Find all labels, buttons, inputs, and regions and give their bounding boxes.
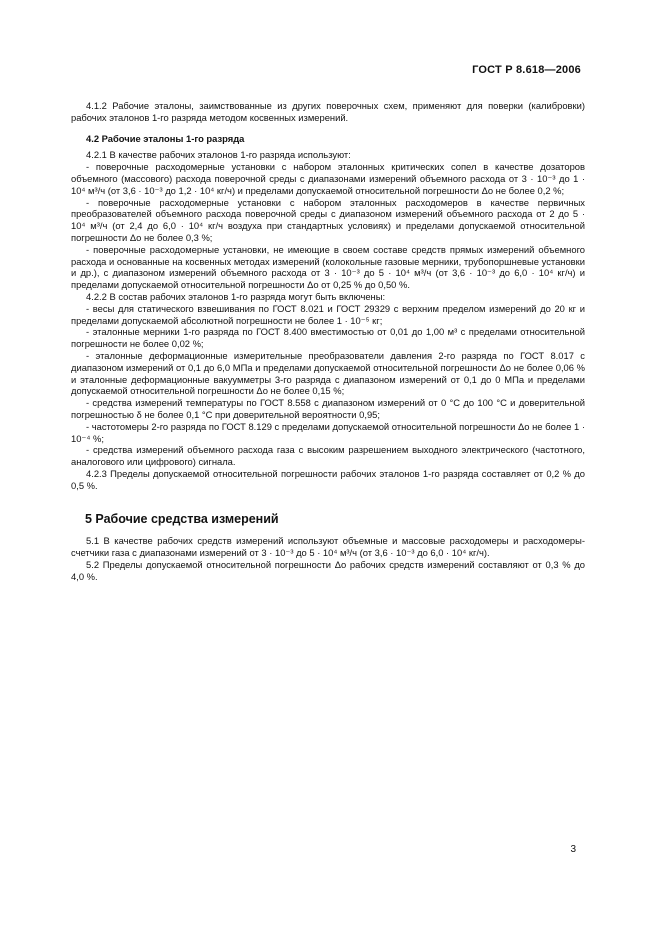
clause-4-2-2-intro: 4.2.2 В состав рабочих эталонов 1-го разряда могут быть включены: [86, 290, 386, 302]
list-item: - средства измерений объемного расхода газа с высоким разрешением выходного электрического (частотного, аналогового или цифрового) сигнала. [71, 444, 585, 468]
list-item: - весы для статического взвешивания по ГОСТ 8.021 и ГОСТ 29329 с верхним пределом измерений до 20 кг и пределами допускаемой абсолютной погрешности не более 1 · 10⁻⁵ кг; [71, 302, 585, 326]
list-item: - частотомеры 2-го разряда по ГОСТ 8.129 с пределами допускаемой относительной погрешности Δо не более 1 · 10⁻⁴ %; [71, 420, 585, 444]
section-heading-5: 5 Рабочие средства измерений [85, 511, 279, 526]
document-number: ГОСТ Р 8.618—2006 [472, 64, 581, 76]
clause-5-2: 5.2 Пределы допускаемой относительной погрешности Δо рабочих средств измерений составляют от 0,3 % до 4,0 %. [71, 558, 585, 582]
list-item: - поверочные расходомерные установки, не имеющие в своем составе средств прямых измерений объемного расхода и основанные на косвенных методах измерений (колокольные газовые мерники, трубопоршневые установки и др.), с диапазоном измерений объемного расхода от 3 · 10⁻³ до 5 · 10⁴ м³/ч (от 3,6 · 10⁻³ до 6,0 · 10⁴ кг/ч) и пределами допускаемой относительной погрешности Δо от 0,25 % до 0,50 %. [71, 243, 585, 291]
page-content [71, 100, 585, 582]
list-item: - эталонные деформационные измерительные преобразователи давления 2-го разряда по ГОСТ 8.017 с диапазоном измерений от 0,1 до 6,0 МПа и пределами допускаемой относительной погрешности Δо не более 0,06 % и эталонные деформационные вакуумметры 3-го разряда с диапазоном измерений от 0,1 до 0 МПа и пределами допускаемой относительной погрешности Δо не более 0,15 %; [71, 349, 585, 397]
list-item: - поверочные расходомерные установки с набором эталонных критических сопел в качестве дозаторов объемного (массового) расхода поверочной среды с диапазонами измерений объемного расхода от 3 · 10⁻³ до 1 · 10⁴ м³/ч (от 3,6 · 10⁻³ до 1,2 · 10⁴ кг/ч) и пределами допускаемой относительной погрешности Δо не более 0,2 %; [71, 161, 585, 196]
list-item: - эталонные мерники 1-го разряда по ГОСТ 8.400 вместимостью от 0,01 до 1,00 м³ с пределами относительной погрешности не более 0,02 %; [71, 326, 585, 350]
subsection-heading-4-2: 4.2 Рабочие эталоны 1-го разряда [86, 132, 245, 144]
clause-4-2-3: 4.2.3 Пределы допускаемой относительной погрешности рабочих эталонов 1-го разряда составляет от 0,2 % до 0,5 %. [71, 467, 585, 491]
list-item: - средства измерений температуры по ГОСТ 8.558 с диапазоном измерений от 0 °С до 100 °С и доверительной погрешностью δ не более 0,1 °С при доверительной вероятности 0,95; [71, 397, 585, 420]
clause-4-1-2: 4.1.2 Рабочие эталоны, заимствованные из других поверочных схем, применяют для поверки (калибровки) рабочих эталонов 1-го разряда методом косвенных измерений. [71, 100, 585, 123]
list-item: - поверочные расходомерные установки с набором эталонных расходомеров в качестве первичных преобразователей объемного расхода поверочной среды с диапазоном измерений объемного расхода от 2 до 5 · 10⁴ м³/ч (от 2,4 до 6,0 · 10⁴ кг/ч воздуха при стандартных условиях) и пределами допускаемой относительной погрешности Δо не более 0,3 %; [71, 196, 585, 243]
page-number: 3 [570, 844, 576, 855]
clause-4-2-1-intro: 4.2.1 В качестве рабочих эталонов 1-го разряда используют: [86, 149, 351, 161]
clause-5-1: 5.1 В качестве рабочих средств измерений используют объемные и массовые расходомеры и расходомеры-счетчики газа с диапазонами измерений от 3 · 10⁻³ до 5 · 10⁴ м³/ч (от 3,6 · 10⁻³ до 6,0 · 10⁴ кг/ч). [71, 535, 585, 559]
